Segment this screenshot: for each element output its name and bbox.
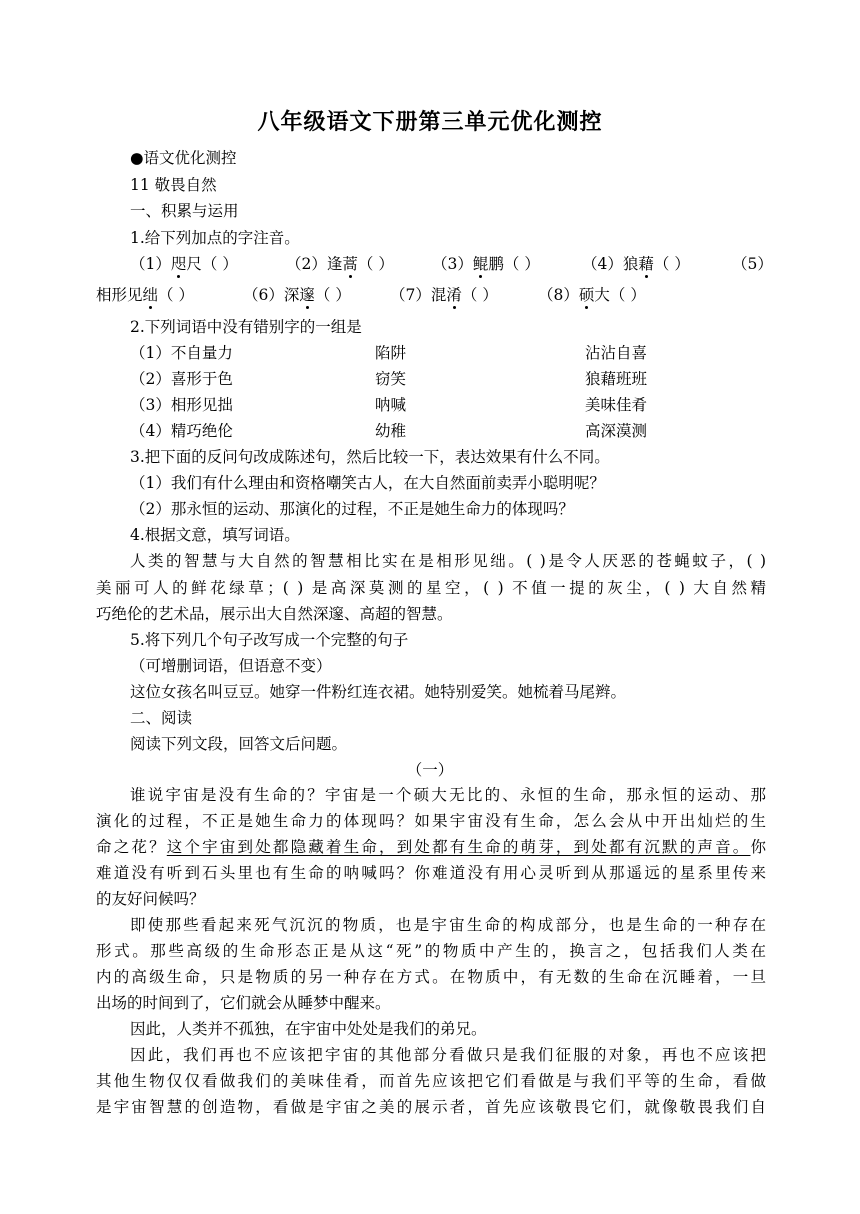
header-bullet: ●语文优化测控 bbox=[130, 149, 237, 167]
passage-line: 谁说宇宙是没有生命的？宇宙是一个硕大无比的、永恒的生命，那永恒的运动、那 bbox=[130, 786, 766, 804]
dotted-char: 藉 bbox=[638, 255, 654, 273]
pinyin-item-2: （2）逢蒿（ ） bbox=[286, 255, 394, 273]
question-4-line-2: 美丽可人的鲜花绿草；( ) 是高深莫测的星空，( ) 不值一提的灰尘，( ) 大自然精 bbox=[96, 579, 766, 597]
pinyin-item-5-number: （5） bbox=[732, 255, 773, 273]
option-cell: 窃笑 bbox=[375, 370, 407, 388]
passage-line-underlined: 命之花？这个宇宙到处都隐藏着生命，到处都有生命的萌芽，到处都有沉默的声音。你 bbox=[96, 838, 766, 856]
dotted-char: 蒿 bbox=[342, 255, 358, 273]
passage-line: 出场的时间到了，它们就会从睡梦中醒来。 bbox=[96, 994, 391, 1012]
option-cell: 美味佳肴 bbox=[585, 396, 648, 414]
question-1-stem: 1.给下列加点的字注音。 bbox=[130, 229, 300, 247]
question-5-note: （可增删词语，但语意不变） bbox=[130, 657, 332, 675]
pinyin-item-7: （7）混淆（ ） bbox=[390, 286, 498, 304]
question-3-item-2: （2）那永恒的运动、那演化的过程，不正是她生命力的体现吗？ bbox=[130, 500, 574, 518]
option-cell: 高深漠测 bbox=[585, 422, 648, 440]
option-cell: 陷阱 bbox=[375, 344, 407, 362]
passage-line: 其他生物仅仅看做我们的美味佳肴，而首先应该把它们看做是与我们平等的生命，看做 bbox=[96, 1072, 766, 1090]
page-title: 八年级语文下册第三单元优化测控 bbox=[257, 110, 603, 135]
dotted-char: 邃 bbox=[299, 286, 315, 304]
question-5-text: 这位女孩名叫豆豆。她穿一件粉红连衣裙。她特别爱笑。她梳着马尾辫。 bbox=[130, 683, 627, 701]
pinyin-item-4: （4）狼藉（ ） bbox=[582, 255, 690, 273]
option-cell: （1）不自量力 bbox=[130, 344, 233, 362]
passage-line: 难道没有听到石头里也有生命的呐喊吗？你难道没有用心灵听到从那遥远的星系里传来 bbox=[96, 864, 766, 882]
lesson-title: 11 敬畏自然 bbox=[130, 176, 217, 194]
dotted-char: 咫 bbox=[170, 255, 187, 273]
option-cell: （2）喜形于色 bbox=[130, 370, 233, 388]
passage-line: 形式。那些高级的生命形态正是从这“死”的物质中产生的，换言之，包括我们人类在 bbox=[96, 942, 766, 960]
dotted-char: 硕 bbox=[578, 286, 595, 304]
question-4-line-1: 人类的智慧与大自然的智慧相比实在是相形见绌。( )是令人厌恶的苍蝇蚊子，( ) bbox=[130, 552, 766, 570]
option-cell: 呐喊 bbox=[375, 396, 407, 414]
option-cell: （3）相形见拙 bbox=[130, 396, 233, 414]
section-heading-1: 一、积累与运用 bbox=[130, 202, 239, 220]
dotted-char: 绌 bbox=[142, 286, 159, 304]
question-4-stem: 4.根据文意，填写词语。 bbox=[130, 526, 300, 544]
passage-line: 因此，人类并不孤独，在宇宙中处处是我们的弟兄。 bbox=[130, 1020, 487, 1038]
option-cell: 沾沾自喜 bbox=[585, 344, 648, 362]
passage-label: （一） bbox=[406, 761, 454, 779]
passage-line: 因此，我们再也不应该把宇宙的其他部分看做只是我们征服的对象，再也不应该把 bbox=[130, 1046, 766, 1064]
option-cell: 幼稚 bbox=[375, 422, 407, 440]
underlined-sentence: 这个宇宙到处都隐藏着生命，到处都有生命的萌芽，到处都有沉默的声音。 bbox=[166, 838, 751, 856]
question-3-item-1: （1）我们有什么理由和资格嘲笑古人，在大自然面前卖弄小聪明呢？ bbox=[130, 474, 605, 492]
passage-line: 即使那些看起来死气沉沉的物质，也是宇宙生命的构成部分，也是生命的一种存在 bbox=[130, 916, 766, 934]
pinyin-item-5: 相形见绌（ ） bbox=[96, 286, 194, 304]
reading-intro: 阅读下列文段，回答文后问题。 bbox=[130, 735, 348, 753]
question-3-stem: 3.把下面的反问句改成陈述句，然后比较一下，表达效果有什么不同。 bbox=[130, 448, 610, 466]
passage-line: 是宇宙智慧的创造物，看做是宇宙之美的展示者，首先应该敬畏它们，就像敬畏我们自 bbox=[96, 1098, 766, 1116]
pinyin-item-1: （1）咫尺（ ） bbox=[130, 255, 238, 273]
dotted-char: 淆 bbox=[446, 286, 462, 304]
question-4-line-3: 巧绝伦的艺术品，展示出大自然深邃、高超的智慧。 bbox=[96, 605, 453, 623]
question-2-stem: 2.下列词语中没有错别字的一组是 bbox=[130, 318, 362, 336]
option-cell: （4）精巧绝伦 bbox=[130, 422, 233, 440]
passage-line: 内的高级生命，只是物质的另一种存在方式。在物质中，有无数的生命在沉睡着，一旦 bbox=[96, 968, 766, 986]
option-cell: 狼藉班班 bbox=[585, 370, 648, 388]
pinyin-item-6: （6）深邃（ ） bbox=[243, 286, 351, 304]
passage-line: 演化的过程，不正是她生命力的体现吗？如果宇宙没有生命，怎么会从中开出灿烂的生 bbox=[96, 812, 766, 830]
question-5-stem: 5.将下列几个句子改写成一个完整的句子 bbox=[130, 631, 409, 649]
pinyin-item-8: （8）硕大（ ） bbox=[538, 286, 646, 304]
passage-line: 的友好问候吗？ bbox=[96, 890, 205, 908]
dotted-char: 鲲 bbox=[472, 255, 489, 273]
section-heading-2: 二、阅读 bbox=[130, 709, 193, 727]
pinyin-item-3: （3）鲲鹏（ ） bbox=[432, 255, 540, 273]
